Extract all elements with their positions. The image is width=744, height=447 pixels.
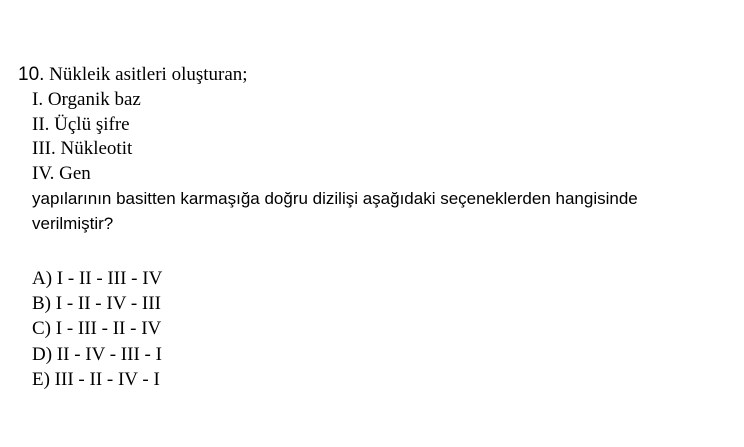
answer-option-e[interactable]: E) III - II - IV - I [32,369,160,390]
statement-item-4: IV. Gen [32,163,91,184]
question-number-separator: . [39,64,45,85]
question-prompt-line-1: yapılarının basitten karmaşığa doğru dizilişi aşağıdaki seçeneklerden hangisinde [32,189,638,208]
answer-option-d[interactable]: D) II - IV - III - I [32,344,162,365]
question-stem: Nükleik asitleri oluşturan; [49,64,248,85]
answer-option-a[interactable]: A) I - II - III - IV [32,268,163,289]
question-prompt-line-2: verilmiştir? [32,214,114,233]
answer-option-b[interactable]: B) I - II - IV - III [32,293,161,314]
statement-item-2: II. Üçlü şifre [32,114,130,135]
statement-item-1: I. Organik baz [32,89,141,110]
question-header [18,63,248,87]
question-number: 10 [18,64,40,85]
statement-item-3: III. Nükleotit [32,138,133,159]
answer-option-c[interactable]: C) I - III - II - IV [32,318,162,339]
